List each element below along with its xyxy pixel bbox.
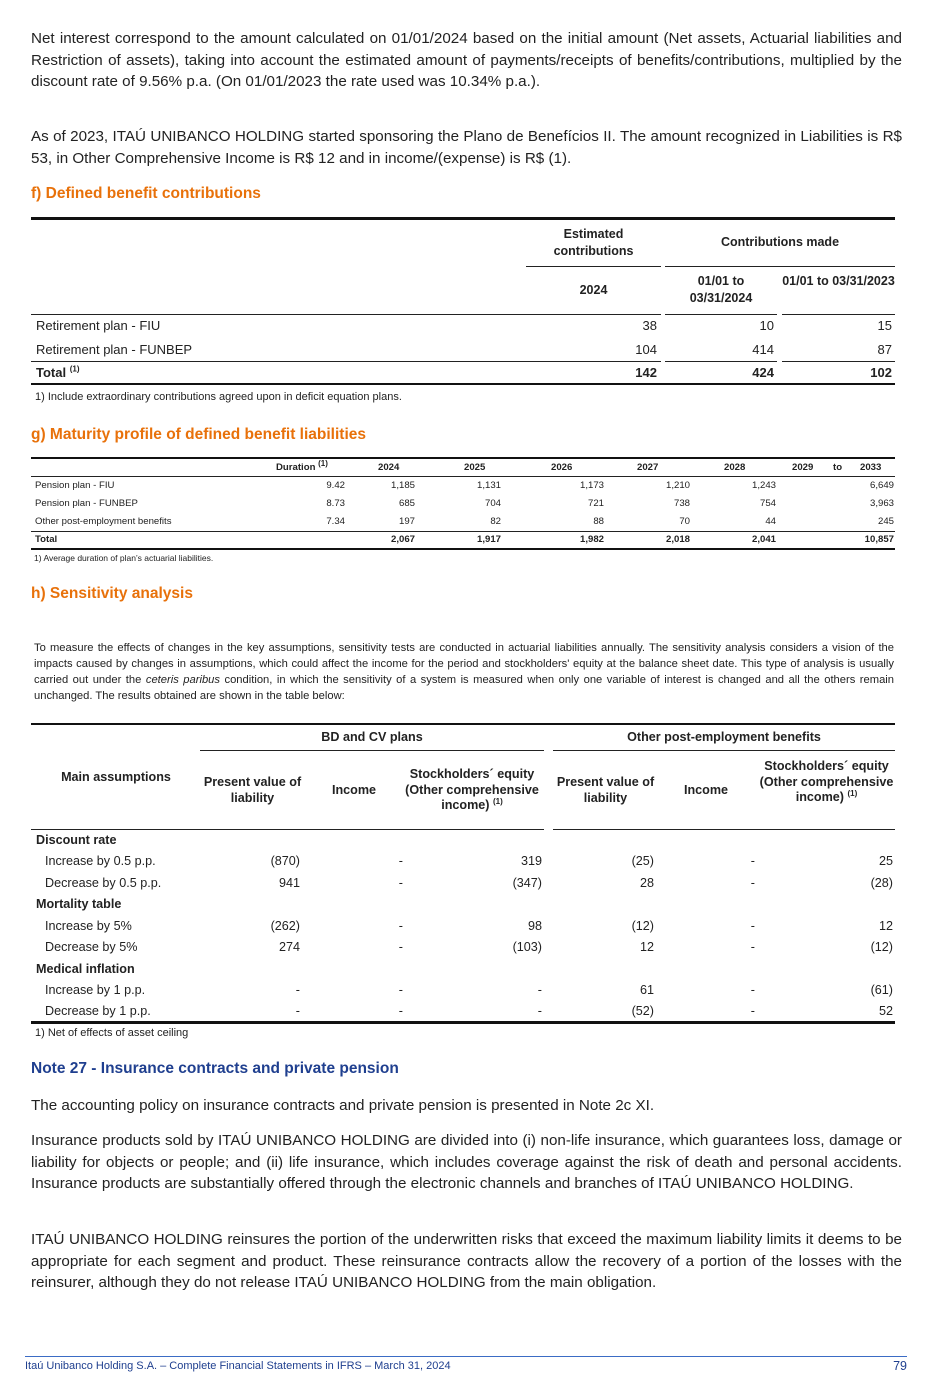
cell-value: 941 <box>278 876 300 890</box>
cell-value: 685 <box>398 498 415 509</box>
group-label: Mortality table <box>36 897 122 911</box>
intro-paragraph-1: Net interest correspond to the amount calculated on 01/01/2024 based on the initial amount (Net assets, Actuarial liabilities and Restriction of assets), taking into account the estimated amount of payments/receipts of benefits/contributions, multiplied by the discount rate of 9.56% p.a. (On 01/01/2023 the rate used was 10.34% p.a.). <box>31 30 902 90</box>
cell-value: - <box>398 983 403 997</box>
description-italic: ceteris paribus <box>145 674 220 686</box>
table-bottom-rule <box>31 548 895 550</box>
section-f-title: f) Defined benefit contributions <box>31 185 261 202</box>
income-header: Income <box>683 783 729 797</box>
row-label: Increase by 1 p.p. <box>45 983 146 997</box>
cell-value: 274 <box>278 940 300 954</box>
description-text: condition, in which the sensitivity of a system is measured when only one variable of interest is changed and all the others remain unchanged. The results obtained are shown in the table below: <box>34 674 894 702</box>
total-value: 2,018 <box>665 534 690 545</box>
header-bottom-rule <box>31 829 544 830</box>
footnote-marker: (1) <box>69 364 80 374</box>
cell-value: 319 <box>520 854 542 868</box>
page-number: 79 <box>893 1359 907 1373</box>
total-value: 424 <box>752 365 774 380</box>
note-27-paragraph-3: ITAÚ UNIBANCO HOLDING reinsures the portion of the underwritten risks that exceed the maximum liability limits it deems to be appropriate for each segment and product. These reinsurance contracts allow the recovery of a portion of the losses with the reinsurer, although they do not release ITAÚ UNIBANCO HOLDING from the main obligation. <box>31 1231 902 1291</box>
cell-value: (61) <box>870 983 893 997</box>
cell-value: - <box>537 1004 542 1018</box>
row-label: Other post-employment benefits <box>35 516 172 527</box>
row-label: Retirement plan - FIU <box>36 318 161 333</box>
equity-header-text: Stockholders´ equity (Other comprehensive income) <box>405 767 539 812</box>
cell-value: - <box>398 919 403 933</box>
note-27-title: Note 27 - Insurance contracts and private pension <box>31 1060 399 1077</box>
total-value: 2,067 <box>390 534 415 545</box>
total-label: Total <box>35 534 58 545</box>
duration-value: 7.34 <box>326 516 345 527</box>
row-label: Increase by 0.5 p.p. <box>45 854 156 868</box>
main-assumptions-header: Main assumptions <box>61 770 171 784</box>
total-label-text: Total <box>36 365 67 380</box>
table-bottom-rule <box>31 1021 895 1024</box>
intro-paragraph-2: As of 2023, ITAÚ UNIBANCO HOLDING started sponsoring the Plano de Benefícios II. The amount recognized in Liabilities is R$ 53, in Other Comprehensive Income is R$ 12 and in income/(expense) is R$ (1). <box>31 128 902 167</box>
total-top-rule <box>31 361 661 362</box>
duration-header-text: Duration <box>276 462 316 473</box>
table-top-rule <box>31 217 895 220</box>
section-g-footnote: 1) Average duration of plan’s actuarial liabilities. <box>34 553 214 563</box>
equity-header <box>400 767 544 814</box>
footer-rule <box>25 1356 907 1357</box>
cell-value: 704 <box>484 498 501 509</box>
note-27-paragraph-1: The accounting policy on insurance contracts and private pension is presented in Note 2c XI. <box>31 1097 655 1114</box>
present-value-header: Present value of liability <box>556 775 655 805</box>
cell-value: 245 <box>877 516 894 527</box>
cell-value: 197 <box>398 516 415 527</box>
cell-value: 98 <box>527 919 542 933</box>
cell-value: 12 <box>639 940 654 954</box>
row-label: Decrease by 0.5 p.p. <box>45 876 162 890</box>
cell-value: 15 <box>877 318 892 333</box>
col-q1-2024-header: 01/01 to 03/31/2024 <box>689 274 753 305</box>
footnote-marker: (1) <box>493 796 503 806</box>
total-value: 2,041 <box>751 534 776 545</box>
year-header: 2027 <box>637 462 659 473</box>
header-rule <box>200 750 544 751</box>
row-label: Decrease by 5% <box>45 940 138 954</box>
cell-value: (12) <box>631 919 654 933</box>
header-bottom-rule <box>782 314 895 315</box>
table-bottom-rule <box>31 383 895 385</box>
year-header: 2024 <box>378 462 400 473</box>
group-label: Discount rate <box>36 833 117 847</box>
bd-cv-plans-header: BD and CV plans <box>321 730 423 744</box>
total-top-rule <box>665 361 777 362</box>
cell-value: - <box>750 854 755 868</box>
cell-value: 25 <box>878 854 893 868</box>
cell-value: - <box>750 919 755 933</box>
cell-value: - <box>750 1004 755 1018</box>
total-top-rule <box>782 361 895 362</box>
table-top-rule <box>31 723 895 725</box>
cell-value: 414 <box>752 342 774 357</box>
cell-value: 88 <box>593 516 604 527</box>
cell-value: 738 <box>673 498 690 509</box>
cell-value: - <box>398 940 403 954</box>
year-header: 2033 <box>860 462 882 473</box>
cell-value: - <box>750 983 755 997</box>
description-text: To measure the effects of changes in the key assumptions, sensitivity tests are conducted in actuarial liabilities annually. The sensitivity analysis considers a vision of the impacts caused by changes in assumptions, which could affect the income for the period and stockholders' equity at the balance sheet date. This type of analysis is usually carried out under the <box>34 642 894 686</box>
cell-value: (103) <box>512 940 542 954</box>
total-value: 1,982 <box>579 534 604 545</box>
header-rule <box>553 750 895 751</box>
year-header: 2026 <box>551 462 573 473</box>
cell-value: 38 <box>642 318 657 333</box>
year-header: 2028 <box>724 462 746 473</box>
note-27-paragraph-2: Insurance products sold by ITAÚ UNIBANCO HOLDING are divided into (i) non-life insurance, which guarantees loss, damage or liability for objects or people; and (ii) life insurance, which includes coverage against the risk of death and personal accidents. Insurance products are substantially offered through the electronic channels and branches of ITAÚ UNIBANCO HOLDING. <box>31 1132 902 1192</box>
cell-value: 1,185 <box>390 480 415 491</box>
total-label <box>36 365 80 381</box>
row-label: Decrease by 1 p.p. <box>45 1004 151 1018</box>
section-h-footnote: 1) Net of effects of asset ceiling <box>35 1027 189 1039</box>
header-bottom-rule <box>553 829 895 830</box>
sensitivity-description <box>34 640 894 704</box>
row-label: Pension plan - FIU <box>35 480 115 491</box>
section-h-title: h) Sensitivity analysis <box>31 585 193 602</box>
header-rule <box>526 266 661 267</box>
cell-value: (347) <box>512 876 542 890</box>
total-value: 1,917 <box>476 534 501 545</box>
section-g-title: g) Maturity profile of defined benefit liabilities <box>31 426 366 443</box>
cell-value: 10 <box>759 318 774 333</box>
cell-value: 1,131 <box>476 480 501 491</box>
total-top-rule <box>31 531 895 532</box>
col-q1-2023-header: 01/01 to 03/31/2023 <box>782 274 895 288</box>
cell-value: 721 <box>587 498 604 509</box>
cell-value: 3,963 <box>869 498 894 509</box>
duration-value: 9.42 <box>326 480 345 491</box>
header-rule <box>665 266 895 267</box>
cell-value: (25) <box>631 854 654 868</box>
cell-value: 70 <box>679 516 690 527</box>
cell-value: 104 <box>635 342 657 357</box>
cell-value: 52 <box>878 1004 893 1018</box>
cell-value: - <box>398 876 403 890</box>
header-bottom-rule <box>665 314 777 315</box>
header-bottom-rule <box>31 314 661 315</box>
cell-value: 754 <box>759 498 776 509</box>
cell-value: 61 <box>639 983 654 997</box>
equity-header-text: Stockholders´ equity (Other comprehensive income) <box>759 759 894 804</box>
cell-value: - <box>750 876 755 890</box>
duration-header <box>276 458 328 474</box>
col-2024-header: 2024 <box>579 283 608 297</box>
footnote-marker: (1) <box>318 458 328 468</box>
cell-value: 1,210 <box>665 480 690 491</box>
cell-value: - <box>295 983 300 997</box>
group-label: Medical inflation <box>36 962 135 976</box>
cell-value: - <box>398 854 403 868</box>
total-value: 10,857 <box>864 534 894 545</box>
year-header: 2029 <box>792 462 814 473</box>
row-label: Pension plan - FUNBEP <box>35 498 138 509</box>
estimated-contributions-header: Estimated contributions <box>553 227 634 258</box>
cell-value: (12) <box>870 940 893 954</box>
cell-value: (28) <box>870 876 893 890</box>
row-label: Increase by 5% <box>45 919 132 933</box>
present-value-header: Present value of liability <box>203 775 302 805</box>
cell-value: 12 <box>878 919 893 933</box>
cell-value: - <box>750 940 755 954</box>
header-rule <box>31 476 895 477</box>
cell-value: 82 <box>490 516 501 527</box>
section-f-footnote: 1) Include extraordinary contributions agreed upon in deficit equation plans. <box>35 391 402 403</box>
equity-header <box>758 759 895 806</box>
contributions-made-header: Contributions made <box>720 235 840 249</box>
cell-value: - <box>398 1004 403 1018</box>
cell-value: - <box>537 983 542 997</box>
table-top-rule <box>31 457 895 459</box>
row-label: Retirement plan - FUNBEP <box>36 342 193 357</box>
cell-value: (870) <box>270 854 300 868</box>
income-header: Income <box>331 783 377 797</box>
cell-value: 6,649 <box>869 480 894 491</box>
total-value: 142 <box>635 365 657 380</box>
cell-value: 87 <box>877 342 892 357</box>
duration-value: 8.73 <box>326 498 345 509</box>
cell-value: (52) <box>631 1004 654 1018</box>
year-header: 2025 <box>464 462 486 473</box>
cell-value: - <box>295 1004 300 1018</box>
cell-value: (262) <box>270 919 300 933</box>
cell-value: 44 <box>765 516 776 527</box>
cell-value: 1,173 <box>579 480 604 491</box>
other-benefits-header: Other post-employment benefits <box>627 730 821 744</box>
to-header: to <box>833 462 843 473</box>
footnote-marker: (1) <box>847 788 858 798</box>
cell-value: 1,243 <box>751 480 776 491</box>
footer-text: Itaú Unibanco Holding S.A. – Complete Financial Statements in IFRS – March 31, 2024 <box>25 1360 451 1372</box>
total-value: 102 <box>870 365 892 380</box>
cell-value: 28 <box>639 876 654 890</box>
